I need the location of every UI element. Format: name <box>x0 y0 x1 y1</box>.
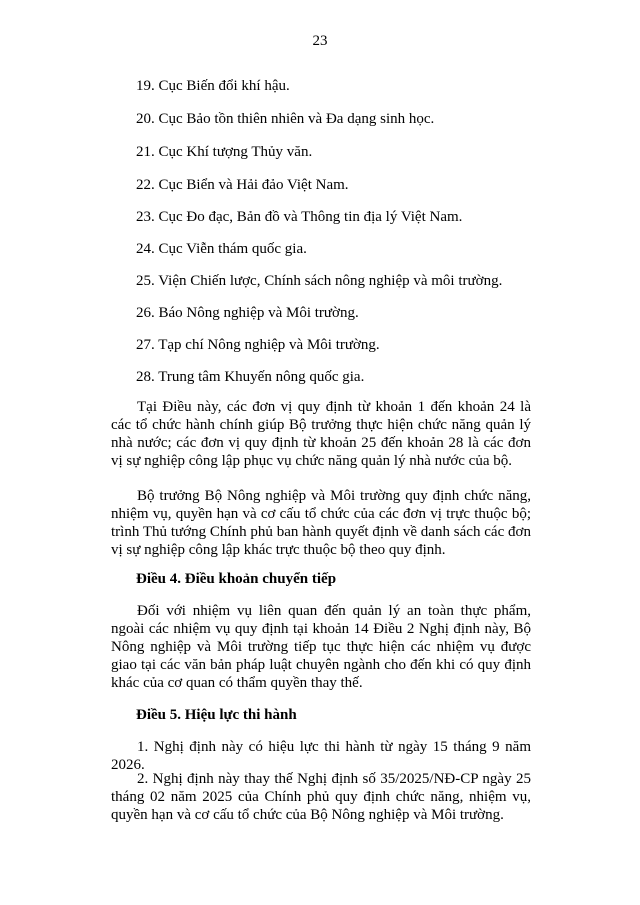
list-item-20: 20. Cục Bảo tồn thiên nhiên và Đa dạng sinh học. <box>136 111 435 127</box>
paragraph-scope: Tại Điều này, các đơn vị quy định từ khoản 1 đến khoản 24 là các tổ chức hành chính giúp Bộ trưởng thực hiện chức năng quản lý nhà nước; các đơn vị quy định từ khoản 25 đến khoản 28 là các đơn vị sự nghiệp công lập phục vụ chức năng quản lý nhà nước của bộ. <box>111 399 531 469</box>
list-item-19: 19. Cục Biến đổi khí hậu. <box>136 78 290 94</box>
article-4-text: Đối với nhiệm vụ liên quan đến quản lý an toàn thực phẩm, ngoài các nhiệm vụ quy định tại khoản 14 Điều 2 Nghị định này, Bộ Nông nghiệp và Môi trường tiếp tục thực hiện các nhiệm vụ được giao tại các văn bản pháp luật chuyên ngành cho đến khi có quy định khác của cơ quan có thẩm quyền thay thế. <box>111 603 531 691</box>
list-item-21: 21. Cục Khí tượng Thủy văn. <box>136 144 313 160</box>
paragraph-minister: Bộ trưởng Bộ Nông nghiệp và Môi trường quy định chức năng, nhiệm vụ, quyền hạn và cơ cấu tổ chức của các đơn vị trực thuộc bộ; trình Thủ tướng Chính phủ ban hành quyết định về danh sách các đơn vị sự nghiệp công lập khác trực thuộc bộ theo quy định. <box>111 488 531 558</box>
article-5-clause-2: 2. Nghị định này thay thế Nghị định số 35/2025/NĐ-CP ngày 25 tháng 02 năm 2025 của Chính phủ quy định chức năng, nhiệm vụ, quyền hạn và cơ cấu tổ chức của Bộ Nông nghiệp và Môi trường. <box>111 771 531 823</box>
page-number: 23 <box>312 33 328 49</box>
list-item-24: 24. Cục Viễn thám quốc gia. <box>136 241 307 257</box>
list-item-26: 26. Báo Nông nghiệp và Môi trường. <box>136 305 359 321</box>
article-4-heading: Điều 4. Điều khoản chuyển tiếp <box>136 571 337 587</box>
list-item-27: 27. Tạp chí Nông nghiệp và Môi trường. <box>136 337 380 353</box>
article-5-heading: Điều 5. Hiệu lực thi hành <box>136 707 297 723</box>
list-item-25: 25. Viện Chiến lược, Chính sách nông nghiệp và môi trường. <box>136 273 503 289</box>
list-item-28: 28. Trung tâm Khuyến nông quốc gia. <box>136 369 365 385</box>
list-item-23: 23. Cục Đo đạc, Bản đồ và Thông tin địa lý Việt Nam. <box>136 209 463 225</box>
list-item-22: 22. Cục Biển và Hải đảo Việt Nam. <box>136 177 349 193</box>
article-5-clause-1: 1. Nghị định này có hiệu lực thi hành từ ngày 15 tháng 9 năm 2026. <box>111 739 531 773</box>
